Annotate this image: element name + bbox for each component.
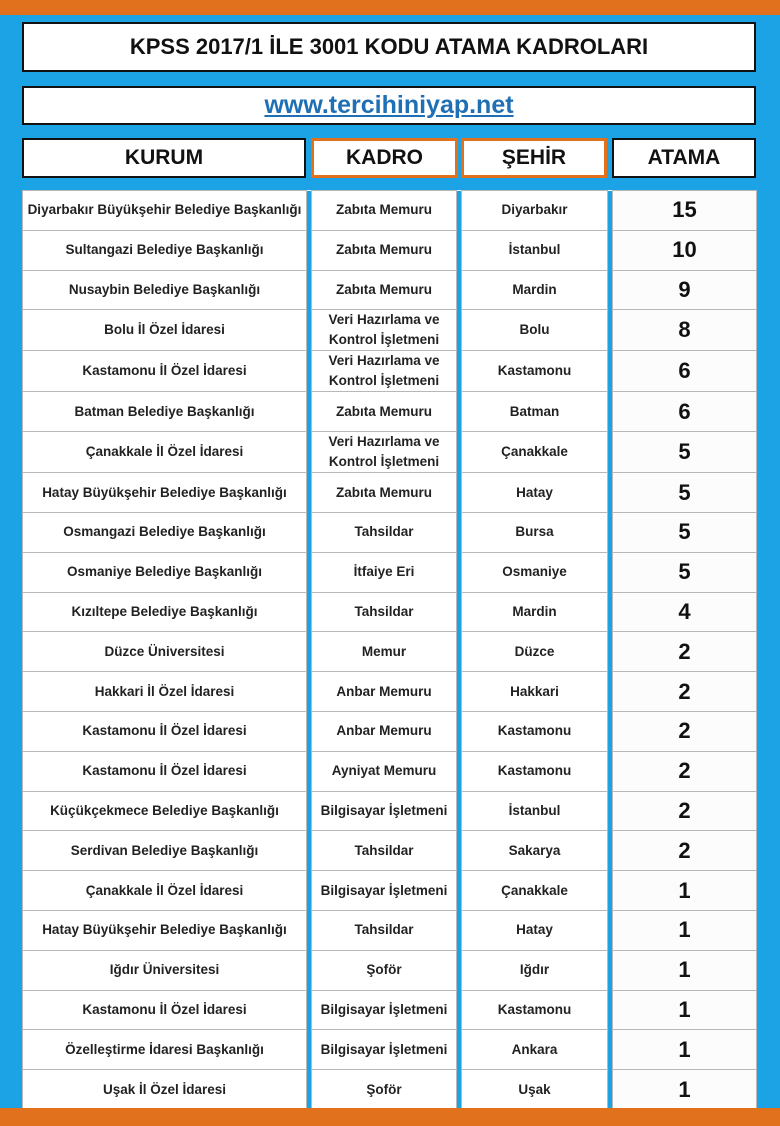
kadro-cell: Tahsildar — [312, 910, 457, 950]
kadro-cell: Şoför — [312, 1070, 457, 1110]
kadro-cell: Zabıta Memuru — [312, 392, 457, 432]
atama-cell: 9 — [613, 270, 757, 310]
website-link[interactable]: www.tercihiniyap.net — [264, 91, 514, 119]
kadro-cell: Bilgisayar İşletmeni — [312, 990, 457, 1030]
table-row — [23, 910, 757, 950]
kurum-cell: Nusaybin Belediye Başkanlığı — [23, 270, 307, 310]
atama-cell: 5 — [613, 473, 757, 513]
sehir-cell: Düzce — [462, 632, 608, 672]
atama-cell: 6 — [613, 392, 757, 432]
atama-cell: 1 — [613, 1030, 757, 1070]
header-kurum: KURUM — [22, 138, 306, 178]
kurum-cell: Çanakkale İl Özel İdaresi — [23, 871, 307, 911]
kurum-cell: Bolu İl Özel İdaresi — [23, 310, 307, 351]
kadro-cell: Veri Hazırlama ve Kontrol İşletmeni — [312, 310, 457, 351]
sehir-cell: Hakkari — [462, 672, 608, 712]
kadro-cell: Zabıta Memuru — [312, 191, 457, 231]
kadro-cell: Zabıta Memuru — [312, 473, 457, 513]
atama-cell: 5 — [613, 552, 757, 592]
atama-cell: 10 — [613, 230, 757, 270]
table-row — [23, 871, 757, 911]
kadro-cell: Anbar Memuru — [312, 711, 457, 751]
kadro-cell: Bilgisayar İşletmeni — [312, 871, 457, 911]
table-row — [23, 191, 757, 231]
table-row — [23, 392, 757, 432]
atama-cell: 8 — [613, 310, 757, 351]
sehir-cell: Ankara — [462, 1030, 608, 1070]
sehir-cell: Bursa — [462, 512, 608, 552]
kurum-cell: Batman Belediye Başkanlığı — [23, 392, 307, 432]
sehir-cell: Iğdır — [462, 950, 608, 990]
sehir-cell: Hatay — [462, 473, 608, 513]
kurum-cell: Özelleştirme İdaresi Başkanlığı — [23, 1030, 307, 1070]
table-row — [23, 270, 757, 310]
kadro-cell: Bilgisayar İşletmeni — [312, 791, 457, 831]
kurum-cell: Sultangazi Belediye Başkanlığı — [23, 230, 307, 270]
table-row — [23, 1030, 757, 1070]
header-sehir: ŞEHİR — [461, 138, 607, 178]
sehir-cell: Diyarbakır — [462, 191, 608, 231]
top-accent-bar — [0, 0, 780, 15]
sehir-cell: Kastamonu — [462, 351, 608, 392]
kurum-cell: Çanakkale İl Özel İdaresi — [23, 432, 307, 473]
atama-cell: 2 — [613, 672, 757, 712]
atama-cell: 2 — [613, 831, 757, 871]
table-row — [23, 432, 757, 473]
atama-cell: 5 — [613, 512, 757, 552]
table-row — [23, 831, 757, 871]
kadro-cell: Ayniyat Memuru — [312, 751, 457, 791]
sehir-cell: Batman — [462, 392, 608, 432]
table-row — [23, 592, 757, 632]
table-row — [23, 950, 757, 990]
table-row — [23, 473, 757, 513]
sehir-cell: İstanbul — [462, 791, 608, 831]
sehir-cell: Hatay — [462, 910, 608, 950]
sehir-cell: Kastamonu — [462, 990, 608, 1030]
kadro-cell: Tahsildar — [312, 831, 457, 871]
website-banner — [22, 86, 756, 125]
kurum-cell: Düzce Üniversitesi — [23, 632, 307, 672]
sehir-cell: İstanbul — [462, 230, 608, 270]
table-row — [23, 351, 757, 392]
atama-cell: 4 — [613, 592, 757, 632]
kurum-cell: Osmangazi Belediye Başkanlığı — [23, 512, 307, 552]
atama-cell: 2 — [613, 632, 757, 672]
sehir-cell: Çanakkale — [462, 871, 608, 911]
kurum-cell: Kızıltepe Belediye Başkanlığı — [23, 592, 307, 632]
sehir-cell: Sakarya — [462, 831, 608, 871]
table-row — [23, 310, 757, 351]
atama-cell: 5 — [613, 432, 757, 473]
sehir-cell: Çanakkale — [462, 432, 608, 473]
kurum-cell: Osmaniye Belediye Başkanlığı — [23, 552, 307, 592]
kurum-cell: Kastamonu İl Özel İdaresi — [23, 351, 307, 392]
kadro-cell: Zabıta Memuru — [312, 270, 457, 310]
atama-cell: 2 — [613, 791, 757, 831]
kurum-cell: Serdivan Belediye Başkanlığı — [23, 831, 307, 871]
kadro-cell: İtfaiye Eri — [312, 552, 457, 592]
kurum-cell: Diyarbakır Büyükşehir Belediye Başkanlığı — [23, 191, 307, 231]
atama-cell: 15 — [613, 191, 757, 231]
kadro-cell: Zabıta Memuru — [312, 230, 457, 270]
table-row — [23, 990, 757, 1030]
header-atama: ATAMA — [612, 138, 756, 178]
kurum-cell: Kastamonu İl Özel İdaresi — [23, 711, 307, 751]
bottom-accent-bar — [0, 1108, 780, 1126]
table-row — [23, 512, 757, 552]
kadro-cell: Veri Hazırlama ve Kontrol İşletmeni — [312, 351, 457, 392]
atama-cell: 1 — [613, 871, 757, 911]
table-row — [23, 791, 757, 831]
atama-cell: 1 — [613, 990, 757, 1030]
sehir-cell: Kastamonu — [462, 711, 608, 751]
kurum-cell: Uşak İl Özel İdaresi — [23, 1070, 307, 1110]
atama-cell: 1 — [613, 950, 757, 990]
kadro-cell: Veri Hazırlama ve Kontrol İşletmeni — [312, 432, 457, 473]
table-row — [23, 751, 757, 791]
kadro-cell: Memur — [312, 632, 457, 672]
sehir-cell: Uşak — [462, 1070, 608, 1110]
table-row — [23, 230, 757, 270]
sehir-cell: Bolu — [462, 310, 608, 351]
kurum-cell: Hakkari İl Özel İdaresi — [23, 672, 307, 712]
assignment-table — [22, 190, 757, 1110]
kurum-cell: Küçükçekmece Belediye Başkanlığı — [23, 791, 307, 831]
sehir-cell: Mardin — [462, 270, 608, 310]
kadro-cell: Tahsildar — [312, 592, 457, 632]
kadro-cell: Şoför — [312, 950, 457, 990]
atama-cell: 1 — [613, 1070, 757, 1110]
atama-cell: 6 — [613, 351, 757, 392]
atama-cell: 1 — [613, 910, 757, 950]
header-kadro: KADRO — [311, 138, 458, 178]
table-row — [23, 711, 757, 751]
table-row — [23, 552, 757, 592]
table-row — [23, 672, 757, 712]
kurum-cell: Hatay Büyükşehir Belediye Başkanlığı — [23, 910, 307, 950]
kurum-cell: Kastamonu İl Özel İdaresi — [23, 990, 307, 1030]
kurum-cell: Iğdır Üniversitesi — [23, 950, 307, 990]
sehir-cell: Mardin — [462, 592, 608, 632]
kadro-cell: Anbar Memuru — [312, 672, 457, 712]
kadro-cell: Bilgisayar İşletmeni — [312, 1030, 457, 1070]
table-row — [23, 1070, 757, 1110]
sehir-cell: Kastamonu — [462, 751, 608, 791]
kurum-cell: Kastamonu İl Özel İdaresi — [23, 751, 307, 791]
sehir-cell: Osmaniye — [462, 552, 608, 592]
page-title: KPSS 2017/1 İLE 3001 KODU ATAMA KADROLARI — [22, 22, 756, 72]
kurum-cell: Hatay Büyükşehir Belediye Başkanlığı — [23, 473, 307, 513]
atama-cell: 2 — [613, 711, 757, 751]
kadro-cell: Tahsildar — [312, 512, 457, 552]
atama-cell: 2 — [613, 751, 757, 791]
table-row — [23, 632, 757, 672]
